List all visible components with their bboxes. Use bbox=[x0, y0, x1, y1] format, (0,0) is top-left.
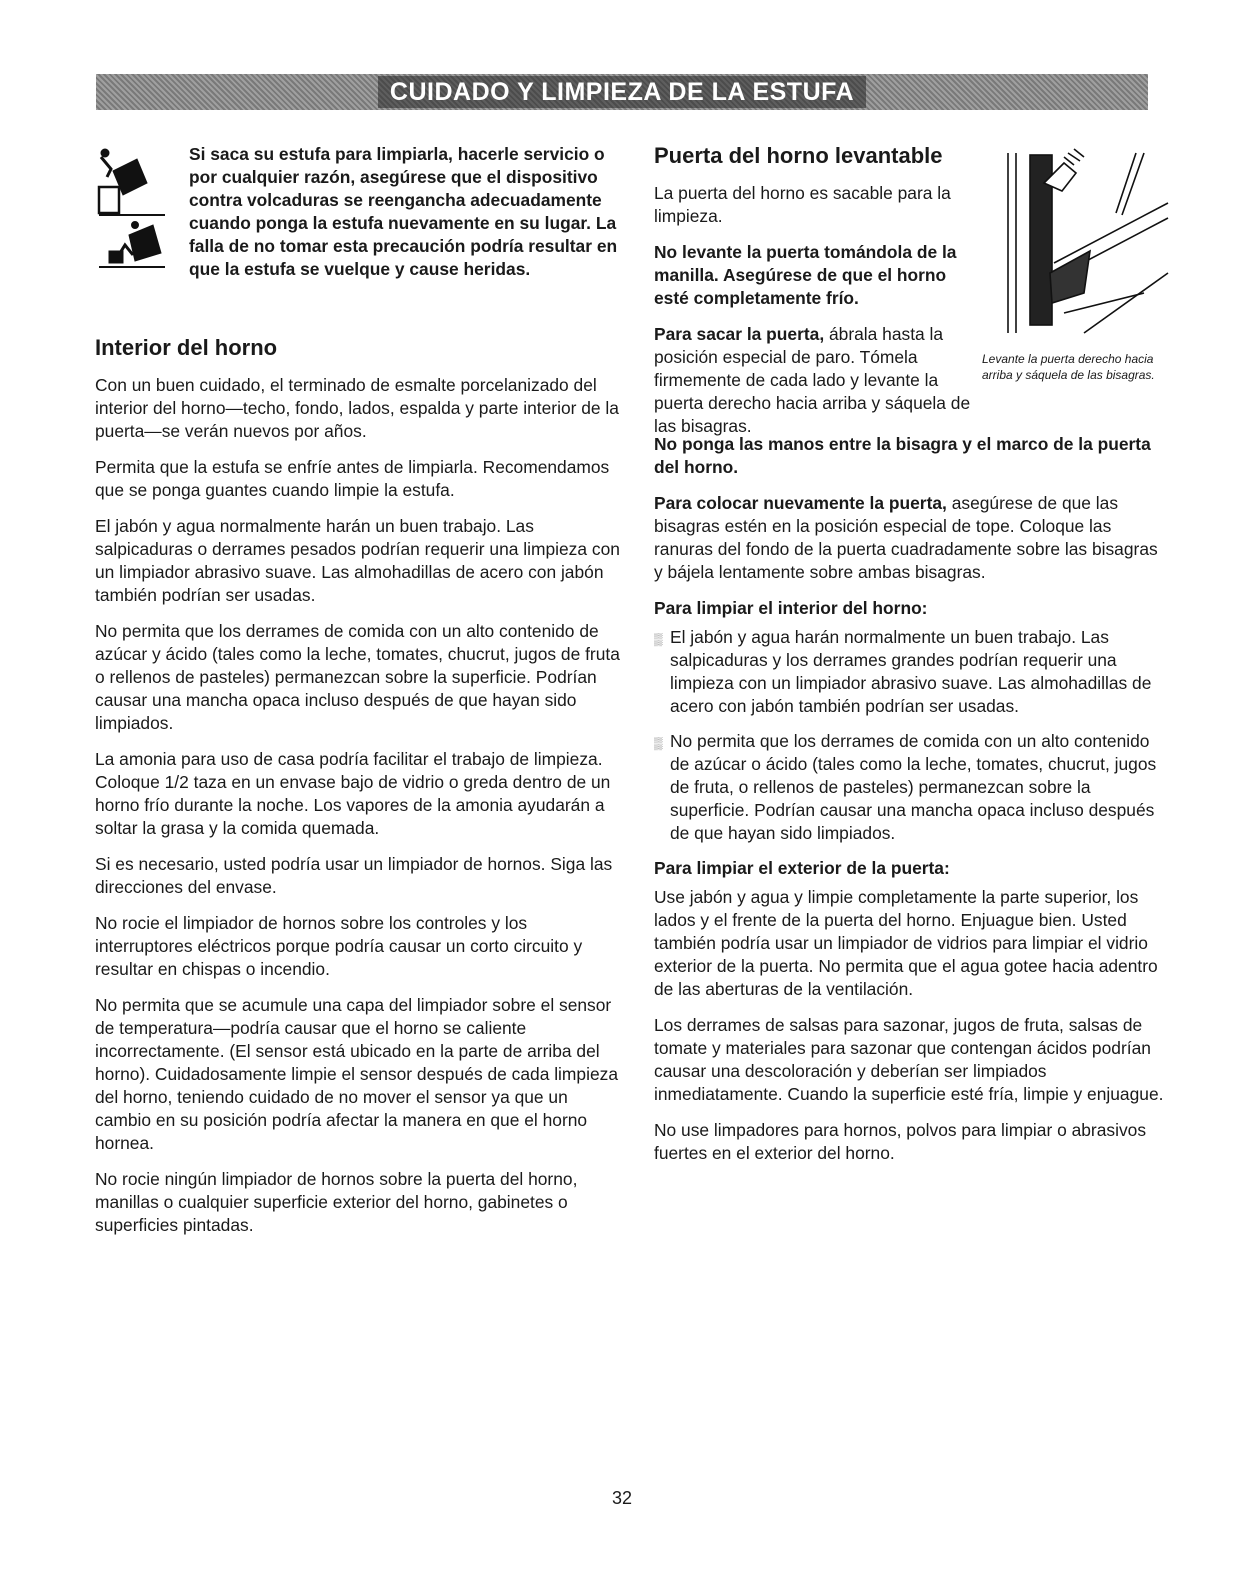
hands-warning: No ponga las manos entre la bisagra y el marco de la puerta del horno. bbox=[654, 434, 1151, 477]
door-text bbox=[654, 143, 984, 451]
door-removal-illustration bbox=[1004, 143, 1174, 383]
door-warning: No levante la puerta tomándola de la manilla. Asegúrese de que el horno esté completamente frío. bbox=[654, 242, 957, 308]
left-column bbox=[95, 143, 620, 1250]
interior-paragraph: No permita que se acumule una capa del limpiador sobre el sensor de temperatura—podría causar que el horno se caliente incorrectamente. (El sensor está ubicado en la parte de arriba del horno). Cuidadosamente limpie el sensor después de cada limpieza del horno, teniendo cuidado de no mover el sensor ya que un cambio en su posición podría afectar la manera en que el horno hornea. bbox=[95, 995, 618, 1153]
door-replace-text: asegúrese de que las bisagras estén en la posición especial de tope. Coloque las ranuras del fondo de la puerta cuadradamente sobre las bisagras y bájela lentamente sobre ambas bisagras. bbox=[654, 493, 1158, 582]
list-item bbox=[654, 730, 1169, 845]
interior-paragraph: Permita que la estufa se enfríe antes de limpiarla. Recomendamos que se ponga guantes cuando limpie la estufa. bbox=[95, 457, 610, 500]
door-intro: La puerta del horno es sacable para la limpieza. bbox=[654, 183, 951, 226]
section-banner bbox=[96, 74, 1148, 110]
illustration-caption: Levante la puerta derecho hacia arriba y sáquela de las bisagras. bbox=[982, 352, 1155, 382]
interior-heading: Interior del horno bbox=[95, 335, 278, 360]
clean-exterior-heading: Para limpiar el exterior de la puerta: bbox=[654, 858, 950, 878]
door-section bbox=[654, 143, 1169, 436]
door-remove-instructions bbox=[654, 323, 984, 438]
tip-over-warning bbox=[95, 143, 620, 299]
door-remove-text: ábrala hasta la posición especial de paro. Tómela firmemente de cada lado y levante la puerta derecho hacia arriba y sáquela de las bisagras. bbox=[654, 324, 971, 436]
interior-paragraph: Con un buen cuidado, el terminado de esmalte porcelanizado del interior del horno—techo, fondo, lados, espalda y parte interior de la puerta—se verán nuevos por años. bbox=[95, 375, 619, 441]
exterior-paragraph: Los derrames de salsas para sazonar, jugos de fruta, salsas de tomate y materiales para sazonar que contengan ácidos podrían causar una descoloración y deberían ser limpiados inmediatamente. Cuando la superficie esté fría, limpie y enjuague. bbox=[654, 1015, 1164, 1104]
right-column bbox=[654, 143, 1169, 1178]
section-title: CUIDADO Y LIMPIEZA DE LA ESTUFA bbox=[378, 76, 866, 108]
tip-over-warning-icon bbox=[95, 143, 179, 299]
interior-paragraph: No permita que los derrames de comida con un alto contenido de azúcar y ácido (tales como la leche, tomates, chucrut, jugos de fruta o rellenos de pasteles) permanezcan sobre la superficie. Podrían causar una mancha opaca incluso después de que hayan sido limpiados. bbox=[95, 621, 620, 733]
bullet-text: El jabón y agua harán normalmente un buen trabajo. Las salpicaduras y los derrames grandes podrían requerir una limpieza con un limpiador abrasivo suave. Las almohadillas de acero con jabón también podrían ser usadas. bbox=[670, 627, 1152, 716]
interior-paragraph: La amonia para uso de casa podría facilitar el trabajo de limpieza. Coloque 1/2 taza en un envase bajo de vidrio o greda dentro de un horno frío durante la noche. Los vapores de la amonia ayudarán a soltar la grasa y la comida quemada. bbox=[95, 749, 611, 838]
door-heading: Puerta del horno levantable bbox=[654, 143, 943, 168]
page-number: 32 bbox=[611, 1488, 633, 1508]
bullet-icon: ▒ bbox=[654, 736, 663, 750]
door-replace-label: Para colocar nuevamente la puerta, bbox=[654, 493, 947, 513]
door-remove-label: Para sacar la puerta, bbox=[654, 324, 825, 344]
bullet-icon: ▒ bbox=[654, 632, 663, 646]
list-item bbox=[654, 626, 1169, 718]
warning-text: Si saca su estufa para limpiarla, hacerle servicio o por cualquier razón, asegúrese que el dispositivo contra volcaduras se reengancha adecuadamente cuando ponga la estufa nuevamente en su lugar. La falla de no tomar esta precaución podría resultar en que la estufa se vuelque y cause heridas. bbox=[189, 144, 618, 279]
exterior-paragraph: No use limpadores para hornos, polvos para limpiar o abrasivos fuertes en el exterior del horno. bbox=[654, 1120, 1147, 1163]
bullet-text: No permita que los derrames de comida con un alto contenido de azúcar o ácido (tales como la leche, tomates, chucrut, jugos de fruta, o rellenos de pasteles) permanezcan sobre la superficie. Podrían causar una mancha opaca incluso después de que hayan sido limpiados. bbox=[670, 731, 1157, 843]
exterior-paragraph: Use jabón y agua y limpie completamente la parte superior, los lados y el frente de la puerta del horno. Enjuague bien. Usted también podría usar un limpiador de vidrios para limpiar el vidrio exterior de la puerta. No permita que el agua gotee hacia adentro de las aberturas de la ventilación. bbox=[654, 887, 1158, 999]
interior-paragraph: No rocie el limpiador de hornos sobre los controles y los interruptores eléctricos porque podría causar un corto circuito y resultar en chispas o incendio. bbox=[95, 913, 583, 979]
interior-paragraph: No rocie ningún limpiador de hornos sobre la puerta del horno, manillas o cualquier superficie exterior del horno, gabinetes o superficies pintadas. bbox=[95, 1169, 578, 1235]
interior-paragraph: Si es necesario, usted podría usar un limpiador de hornos. Siga las direcciones del envase. bbox=[95, 854, 613, 897]
interior-paragraph: El jabón y agua normalmente harán un buen trabajo. Las salpicaduras o derrames pesados podrían requerir una limpieza con un limpiador abrasivo suave. Las almohadillas de acero con jabón también podrían ser usadas. bbox=[95, 516, 620, 605]
clean-interior-heading: Para limpiar el interior del horno: bbox=[654, 598, 928, 618]
door-replace-instructions bbox=[654, 492, 1169, 584]
